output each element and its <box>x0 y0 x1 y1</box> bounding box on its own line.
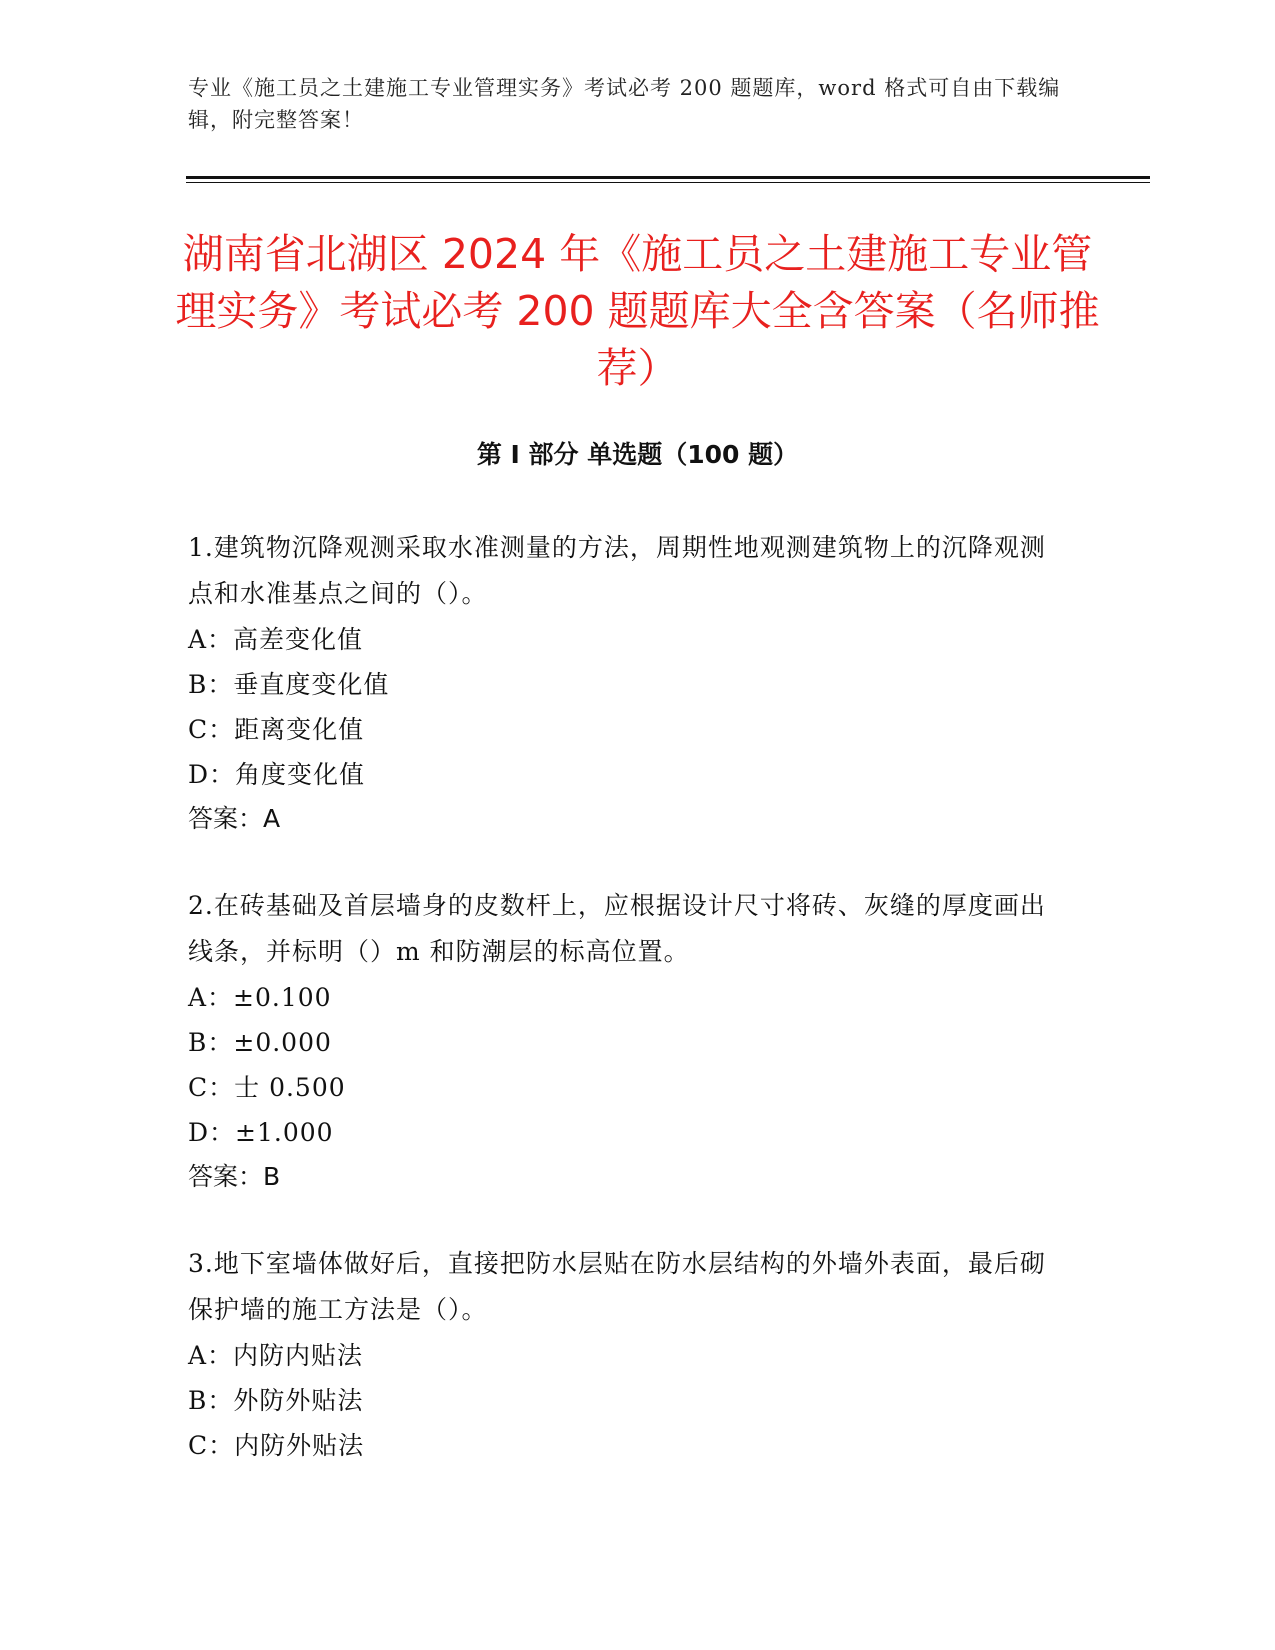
option-a: A：高差变化值 <box>188 625 364 654</box>
option-b: B：垂直度变化值 <box>188 670 390 699</box>
option-c: C：士 0.500 <box>188 1073 346 1102</box>
header-divider-thin <box>186 182 1150 183</box>
question-3 <box>188 1241 1068 1468</box>
answer: 答案：A <box>188 804 281 833</box>
option-b: B：外防外贴法 <box>188 1386 364 1415</box>
option-a: A：±0.100 <box>188 983 332 1012</box>
question-stem: 3.地下室墙体做好后，直接把防水层贴在防水层结构的外墙外表面，最后砌保护墙的施工方法是（）。 <box>188 1249 1046 1324</box>
option-d: D：角度变化值 <box>188 760 366 789</box>
question-2 <box>188 883 1068 1199</box>
question-list <box>188 525 1068 1510</box>
option-d: D：±1.000 <box>188 1118 334 1147</box>
header-divider-thick <box>186 176 1150 179</box>
question-stem: 1.建筑物沉降观测采取水准测量的方法，周期性地观测建筑物上的沉降观测点和水准基点之间的（）。 <box>188 533 1046 608</box>
question-1 <box>188 525 1068 841</box>
answer: 答案：B <box>188 1162 281 1191</box>
option-c: C：距离变化值 <box>188 715 365 744</box>
option-b: B：±0.000 <box>188 1028 332 1057</box>
header-note: 专业《施工员之土建施工专业管理实务》考试必考 200 题题库，word 格式可自由下载编辑，附完整答案！ <box>188 76 1061 132</box>
section-title: 第 I 部分 单选题（100 题） <box>476 440 799 469</box>
question-stem: 2.在砖基础及首层墙身的皮数杆上，应根据设计尺寸将砖、灰缝的厚度画出线条，并标明（）m 和防潮层的标高位置。 <box>188 891 1046 966</box>
option-a: A：内防内贴法 <box>188 1341 364 1370</box>
document-title: 湖南省北湖区 2024 年《施工员之土建施工专业管理实务》考试必考 200 题题库大全含答案（名师推荐） <box>175 230 1100 392</box>
option-c: C：内防外贴法 <box>188 1431 365 1460</box>
